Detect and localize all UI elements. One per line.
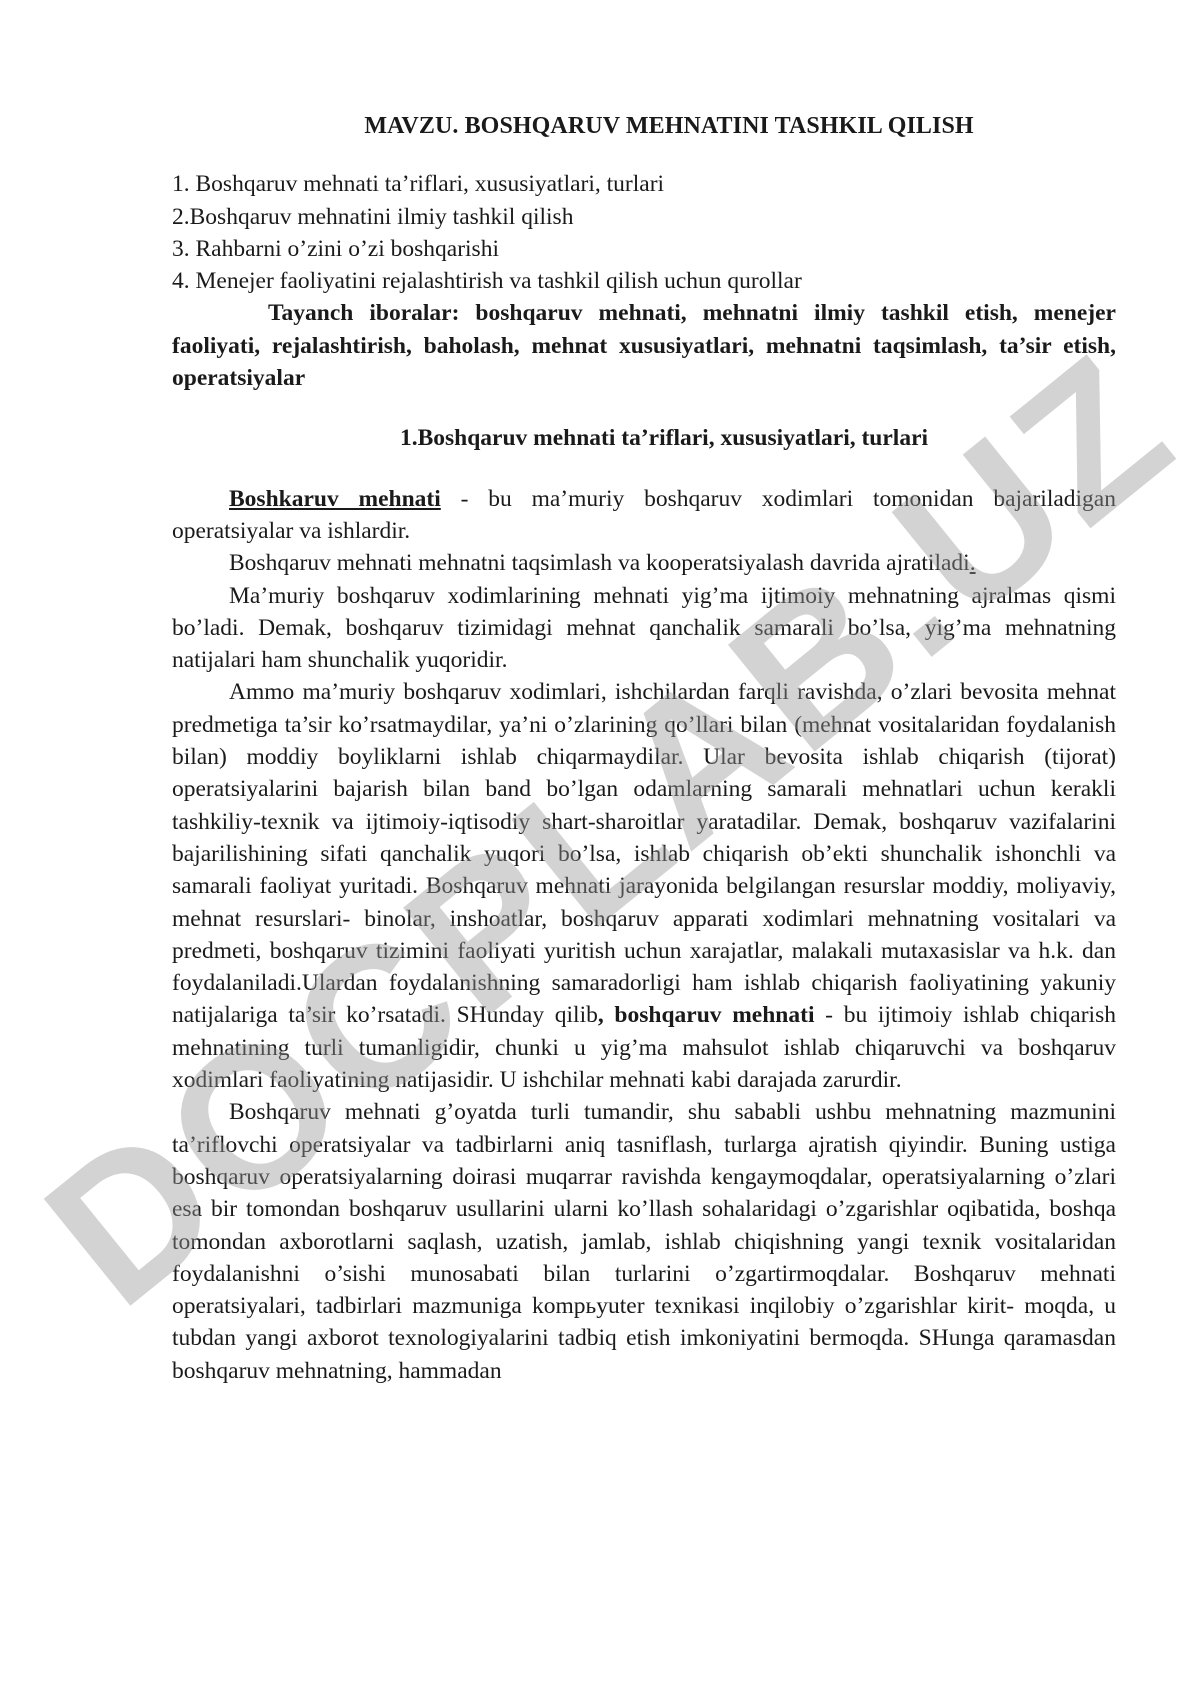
definition-text: - bu ma’muriy boshqaruv xodimlari tomonidan bajariladigan operatsiyalar va ishlardir. (172, 485, 1116, 544)
topic-outline (172, 168, 1116, 297)
section-heading: 1.Boshqaruv mehnati ta’riflari, xususiyatlari, turlari (399, 425, 929, 452)
defined-term: Boshkaruv mehnati (229, 485, 441, 512)
body-paragraph (172, 547, 1116, 579)
document-title: MAVZU. BOSHQARUV MEHNATINI TASHKIL QILISH (364, 113, 974, 139)
definition-paragraph (172, 483, 1116, 548)
body-paragraph (172, 676, 1116, 1096)
keywords-paragraph: Tayanch iboralar: boshqaruv mehnati, mehnatni ilmiy tashkil etish, menejer faoliyati, rejalashtirish, baholash, mehnat xususiyatlari, mehnatni taqsimlash, ta’sir etish, operatsiyalar (172, 300, 1116, 392)
paragraph-tail: . (969, 550, 976, 577)
document-body (172, 110, 1116, 1387)
outline-item: 1. Boshqaruv mehnati ta’riflari, xususiyatlari, turlari (172, 171, 665, 198)
body-paragraph: Ma’muriy boshqaruv xodimlarining mehnati yig’ma ijtimoiy mehnatning ajralmas qismi bo’ladi. Demak, boshqaruv tizimidagi mehnat qanchalik samarali bo’lsa, yig’ma mehnatning natijalari ham shunchalik yuqoridir. (172, 582, 1116, 674)
outline-item: 2.Boshqaruv mehnatini ilmiy tashkil qilish (172, 203, 574, 230)
paragraph-text: Boshqaruv mehnati mehnatni taqsimlash va kooperatsiyalash davrida ajratiladi (229, 550, 970, 577)
paragraph-text: Ammo ma’muriy boshqaruv xodimlari, ishchilardan farqli ravishda, o’zlari bevosita mehnat predmetiga ta’sir ko’rsatmaydilar, ya’ni o’zlarining qo’llari bilan (mehnat vositalaridan foydalanish bilan) moddiy boyliklarni ishlab chiqarmaydilar. Ular bevosita ishlab chiqarish (tijorat) operatsiyalarini bajarish bilan band bo’lgan odamlarning samarali mehnatlari uchun kerakli tashkiliy-texnik va ijtimoiy-iqtisodiy shart-sharoitlar yaratadilar. Demak, boshqaruv vazifalarini bajarilishining sifati qanchalik yuqori bo’lsa, ishlab chiqarish ob’ekti shunchalik ishonchli va samarali faoliyat yuritadi. Boshqaruv mehnati jarayonida belgilangan resurslar moddiy, moliyaviy, mehnat resurslari- binolar, inshoatlar, boshqaruv apparati xodimlari mehnatning vositalari va predmeti, boshqaruv tizimini faoliyati yuritish uchun xarajatlar, malakali mutaxasislar va h.k. dan foydalaniladi.Ulardan foydalanishning samaradorligi ham ishlab chiqarish faoliyatining yakuniy natijalariga ta’sir ko’rsatadi. SHunday qilib (172, 679, 1116, 1029)
outline-item: 4. Menejer faoliyatini rejalashtirish va tashkil qilish uchun qurollar (172, 268, 802, 295)
body-paragraph: Boshqaruv mehnati g’oyatda turli tumandir, shu sababli ushbu mehnatning mazmunini ta’riflovchi operatsiyalar va tadbirlarni aniq tasniflash, turlarga ajratish qiyindir. Buning ustiga boshqaruv operatsiyalarning doirasi muqarrar ravishda kengaymoqdalar, operatsiyalarning o’zlari esa bir tomondan boshqaruv usullarini ularni ko’llash sohalaridagi o’zgarishlar oqibatida, boshqa tomondan axborotlarni saqlash, uzatish, jamlab, ishlab chiqishning yangi texnik vositalaridan foydalanishni o’sishi munosabati bilan turlarini o’zgartirmoqdalar. Boshqaruv mehnati operatsiyalari, tadbirlari mazmuniga kompьyuter texnikasi inqilobiy o’zgarishlar kirit- moqda, u tubdan yangi axborot texnologiyalarini tadbiq etish imkoniyatini bermoqda. SHunga qaramasdan boshqaruv mehnatning, hammadan (172, 1099, 1116, 1384)
paragraph-text: - bu ijtimoiy ishlab chiqarish mehnatining turli tumanligidir, chunki u yig’ma mahsulot ishlab chiqaruvchi va boshqaruv xodimlari faoliyatining natijasidir. U ishchilar mehnati kabi darajada zarurdir. (172, 1002, 1116, 1094)
outline-item: 3. Rahbarni o’zini o’zi boshqarishi (172, 235, 499, 262)
emphasized-term: , boshqaruv mehnati (597, 1002, 815, 1029)
